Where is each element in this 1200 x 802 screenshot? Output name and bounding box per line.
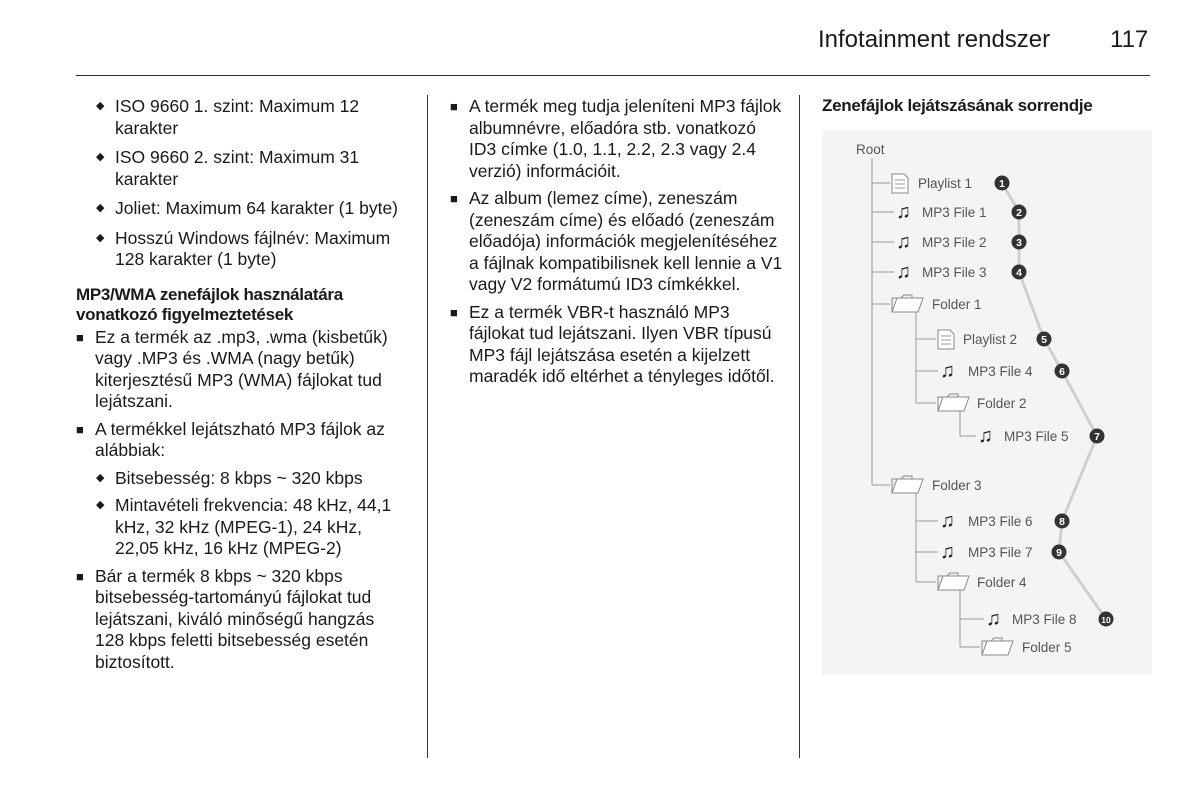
column-1 (76, 96, 406, 679)
folder-icon (982, 638, 1013, 655)
list-item: ■ A termék meg tudja jeleníteni MP3 fájlok albumnévre, előadóra stb. vonatkozó ID3 címke (1.0, 1.1, 2.2, 2.3 vagy 2.4 verzió) információit. (450, 96, 785, 182)
folder-tree-svg (822, 130, 1152, 675)
list-item: ■ Ez a termék az .mp3, .wma (kisbetűk) vagy .MP3 és .WMA (nagy betűk) kiterjesztésű MP3 (WMA) fájlokat tud lejátszani. (76, 327, 406, 413)
music-note-icon: ♫ (986, 608, 1001, 630)
list-item: ◆ Bitsebesség: 8 kbps ~ 320 kbps (76, 468, 406, 490)
folder-icon (938, 573, 969, 590)
tree-node (938, 394, 1027, 411)
music-note-icon: ♫ (896, 201, 911, 223)
tree-node-label: Folder 2 (977, 396, 1027, 411)
tree-node-label: Folder 3 (932, 478, 982, 493)
folder-icon (938, 394, 969, 411)
tree-node-label: MP3 File 1 (922, 205, 987, 220)
list-item: ◆ ISO 9660 1. szint: Maximum 12 karakter (76, 96, 406, 139)
tree-node (938, 573, 1027, 590)
folder-icon (892, 476, 923, 493)
column-divider-1 (427, 95, 428, 758)
tree-node (892, 476, 982, 493)
order-badge-number: 10 (1101, 615, 1111, 625)
list-item: ■ Az album (lemez címe), zeneszám (zeneszám címe) és előadó (zeneszám előadója) információk megjelenítéséhez a fájlnak kompatibilisnek kell lennie a V1 vagy V2 formátumú ID3 címkékkel. (450, 188, 785, 296)
list-item: ◆ ISO 9660 2. szint: Maximum 31 karakter (76, 147, 406, 190)
list-item: ◆ Hosszú Windows fájlnév: Maximum 128 karakter (1 byte) (76, 228, 406, 271)
order-badge-number: 7 (1094, 431, 1100, 443)
order-badge-number: 6 (1059, 366, 1065, 378)
tree-node-label: MP3 File 7 (968, 545, 1033, 560)
music-note-icon: ♫ (896, 261, 911, 283)
list-item: ■ Ez a termék VBR-t használó MP3 fájlokat tud lejátszani. Ilyen VBR típusú MP3 fájl lejátszása esetén a kijelzett maradék idő eltérhet a tényleges időtől. (450, 302, 785, 388)
music-note-icon: ♫ (940, 360, 955, 382)
order-badge-number: 9 (1056, 547, 1062, 559)
tree-node-label: MP3 File 3 (922, 265, 987, 280)
playlist-icon (892, 174, 908, 193)
tree-node-label: Folder 5 (1022, 640, 1072, 655)
music-note-icon: ♫ (978, 425, 993, 447)
tree-node-label: Folder 4 (977, 575, 1027, 590)
tree-root-label: Root (856, 142, 885, 157)
tree-node-label: Playlist 1 (918, 176, 973, 191)
tree-node-label: Playlist 2 (963, 332, 1018, 347)
music-note-icon: ♫ (940, 541, 955, 563)
playlist-icon (938, 330, 954, 349)
tree-node-label: MP3 File 5 (1004, 429, 1069, 444)
order-badge-number: 2 (1016, 207, 1022, 219)
tree-node-label: MP3 File 4 (968, 364, 1033, 379)
header-divider (76, 75, 1150, 76)
music-note-icon: ♫ (940, 510, 955, 532)
column-divider-2 (799, 95, 800, 758)
playback-order-diagram (822, 130, 1152, 675)
list-item: ◆ Mintavételi frekvencia: 48 kHz, 44,1 kHz, 32 kHz (MPEG-1), 24 kHz, 22,05 kHz, 16 kHz (MPEG-2) (76, 495, 406, 560)
order-badge-number: 5 (1041, 334, 1047, 346)
list-item: ■ A termékkel lejátszható MP3 fájlok az alábbiak: (76, 419, 406, 462)
tree-node-label: MP3 File 6 (968, 514, 1033, 529)
order-badge-number: 3 (1016, 237, 1022, 249)
column-2 (450, 96, 785, 394)
order-badge-number: 4 (1016, 267, 1022, 279)
section-heading: MP3/WMA zenefájlok használatára vonatkozó figyelmeztetések (76, 284, 343, 324)
tree-node (892, 295, 982, 312)
list-item: ◆ Joliet: Maximum 64 karakter (1 byte) (76, 198, 406, 220)
order-badge-number: 1 (999, 178, 1005, 190)
tree-node (982, 638, 1072, 655)
tree-node-label: Folder 1 (932, 297, 982, 312)
section-heading: Zenefájlok lejátszásának sorrendje (822, 96, 1093, 115)
music-note-icon: ♫ (896, 231, 911, 253)
order-badge-number: 8 (1059, 516, 1065, 528)
column-3 (822, 96, 1152, 118)
tree-node-label: MP3 File 2 (922, 235, 987, 250)
tree-node-label: MP3 File 8 (1012, 612, 1077, 627)
page-header-title: Infotainment rendszer (818, 26, 1051, 53)
list-item: ■ Bár a termék 8 kbps ~ 320 kbps bitsebesség-tartományú fájlokat tud lejátszani, kiváló minőségű hangzás 128 kbps feletti bitsebesség esetén biztosított. (76, 566, 406, 674)
page-number: 117 (1110, 26, 1149, 53)
folder-icon (892, 295, 923, 312)
